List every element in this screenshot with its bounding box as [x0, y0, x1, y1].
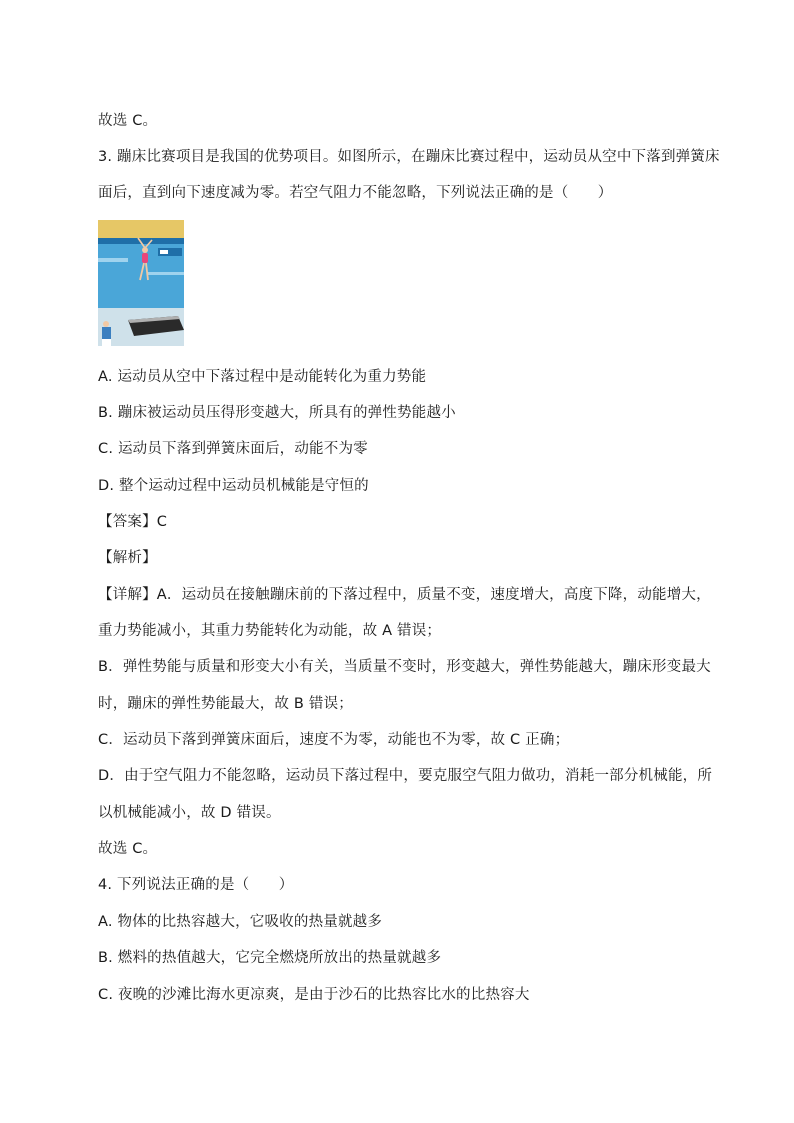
option-c: C. 夜晚的沙滩比海水更凉爽，是由于沙石的比热容比水的比热容大	[98, 987, 530, 1003]
analysis-label: 【解析】	[98, 550, 157, 566]
answer-label: 【答案】C	[98, 514, 168, 530]
detail-line: B．弹性势能与质量和形变大小有关，当质量不变时，形变越大，弹性势能越大，蹦床形变最大	[98, 659, 711, 675]
detail-line: D．由于空气阻力不能忽略，运动员下落过程中，要克服空气阻力做功，消耗一部分机械能，所	[98, 768, 713, 784]
detail-line: 时，蹦床的弹性势能最大，故 B 错误；	[98, 696, 353, 712]
option-c: C. 运动员下落到弹簧床面后，动能不为零	[98, 441, 368, 457]
option-a: A. 物体的比热容越大，它吸收的热量就越多	[98, 914, 383, 930]
option-b: B. 蹦床被运动员压得形变越大，所具有的弹性势能越小	[98, 405, 456, 421]
question-3-stem-line-1: 3. 蹦床比赛项目是我国的优势项目。如图所示，在蹦床比赛过程中，运动员从空中下落到弹簧床	[98, 149, 720, 165]
text-line: 故选 C。	[98, 113, 158, 129]
option-a: A. 运动员从空中下落过程中是动能转化为重力势能	[98, 369, 427, 385]
option-b: B. 燃料的热值越大，它完全燃烧所放出的热量就越多	[98, 950, 442, 966]
detail-line: 【详解】A．运动员在接触蹦床前的下落过程中，质量不变，速度增大，高度下降，动能增大，	[98, 587, 711, 603]
question-4-stem: 4. 下列说法正确的是（ ）	[98, 877, 294, 893]
trampoline-photo	[98, 220, 184, 346]
text-line: 故选 C。	[98, 841, 158, 857]
detail-line: 以机械能减小，故 D 错误。	[98, 805, 281, 821]
option-d: D. 整个运动过程中运动员机械能是守恒的	[98, 478, 369, 494]
detail-line: 重力势能减小，其重力势能转化为动能，故 A 错误；	[98, 623, 442, 639]
question-3-stem-line-2: 面后，直到向下速度减为零。若空气阻力不能忽略，下列说法正确的是（ ）	[98, 185, 613, 201]
detail-line: C．运动员下落到弹簧床面后，速度不为零，动能也不为零，故 C 正确；	[98, 732, 570, 748]
